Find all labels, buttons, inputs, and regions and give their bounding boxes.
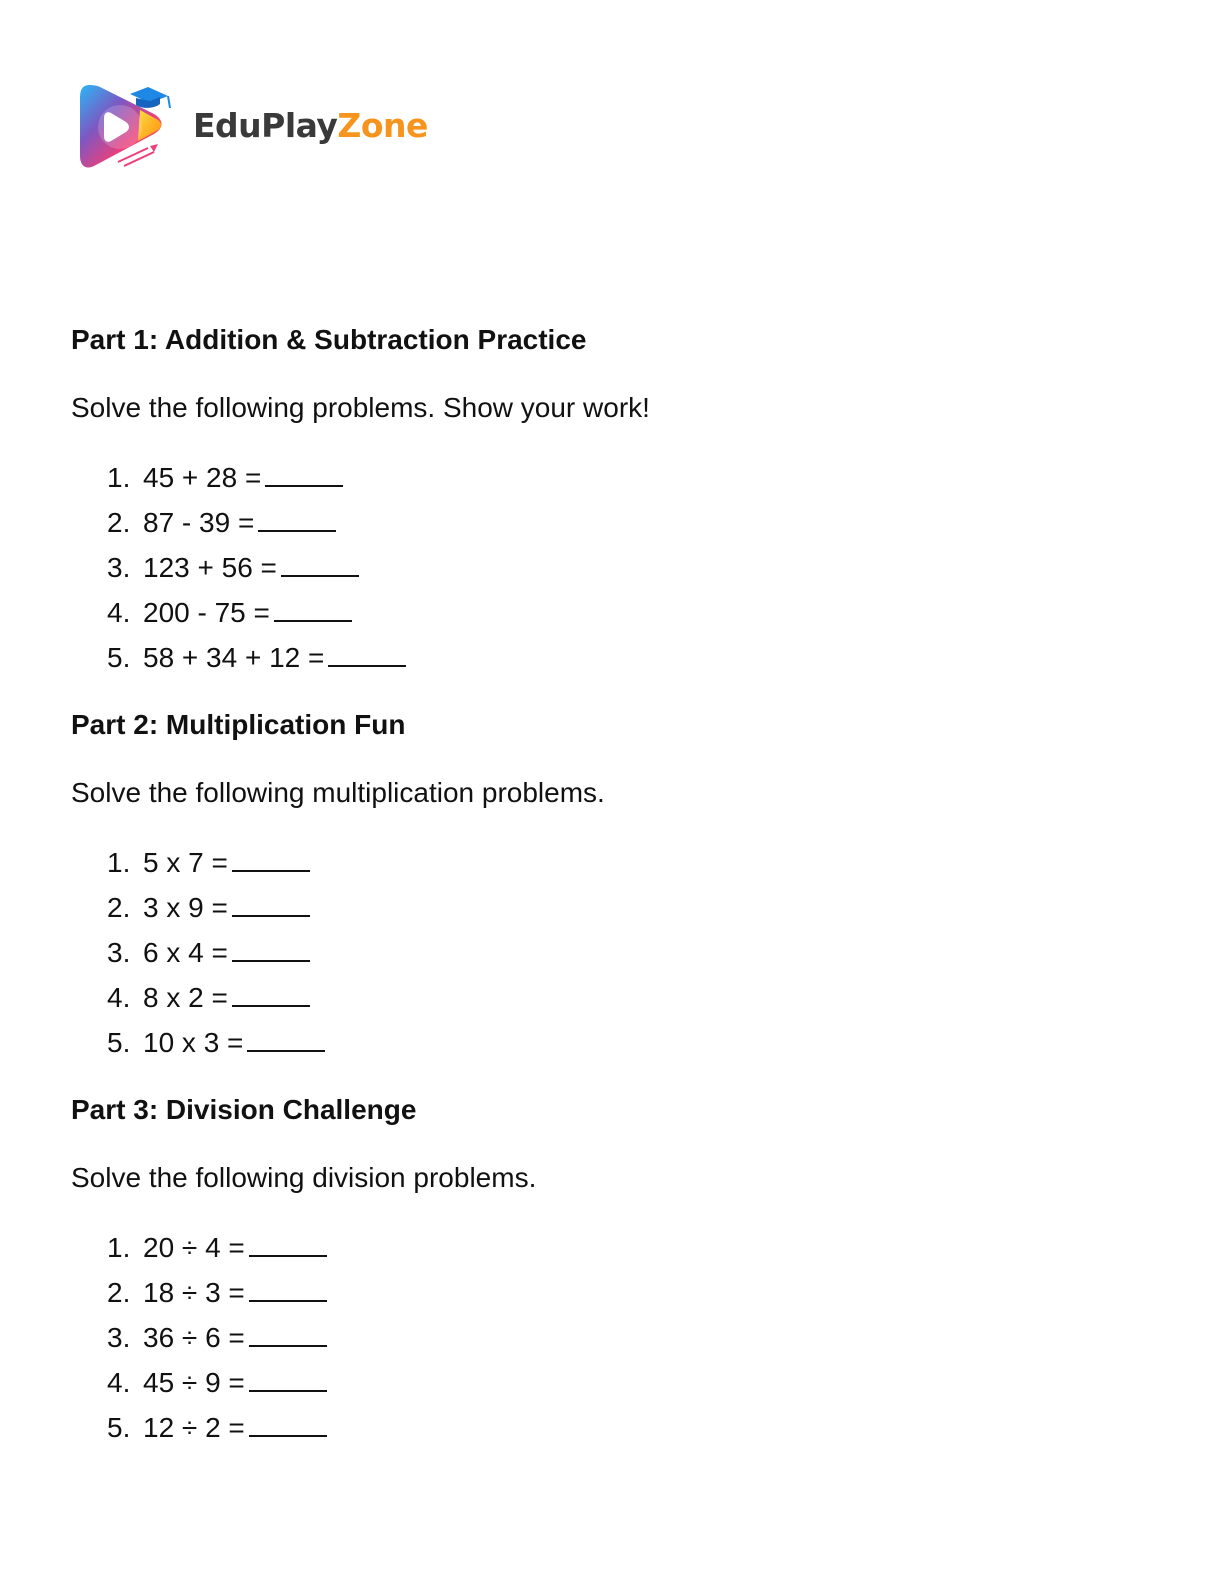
problem-number: 4. <box>107 982 131 1013</box>
problem-text: 10 x 3 = <box>143 1027 244 1058</box>
problem-text: 20 ÷ 4 = <box>143 1232 245 1263</box>
brand-name-part1: EduPlay <box>193 106 338 145</box>
problem-number: 3. <box>107 937 131 968</box>
problem-text: 87 - 39 = <box>143 507 255 538</box>
problem-number: 4. <box>107 597 131 628</box>
problem-item <box>107 1364 1151 1409</box>
section-division <box>71 1093 1151 1454</box>
problem-list <box>71 844 1151 1069</box>
problem-number: 5. <box>107 1412 131 1443</box>
problem-list <box>71 1229 1151 1454</box>
play-graduation-cap-logo-icon <box>78 82 178 172</box>
problem-number: 4. <box>107 1367 131 1398</box>
brand-logo <box>78 82 458 172</box>
answer-blank[interactable] <box>249 1229 327 1257</box>
section-instructions: Solve the following division problems. <box>71 1162 537 1193</box>
problem-item <box>107 1409 1151 1454</box>
problem-item <box>107 504 1151 549</box>
problem-number: 5. <box>107 642 131 673</box>
problem-item <box>107 844 1151 889</box>
problem-number: 5. <box>107 1027 131 1058</box>
section-instructions: Solve the following problems. Show your work! <box>71 392 650 423</box>
problem-number: 1. <box>107 847 131 878</box>
problem-text: 3 x 9 = <box>143 892 228 923</box>
answer-blank[interactable] <box>232 979 310 1007</box>
problem-item <box>107 889 1151 934</box>
section-title: Part 1: Addition & Subtraction Practice <box>71 324 587 355</box>
problem-text: 200 - 75 = <box>143 597 270 628</box>
brand-name-part2: Zone <box>337 106 428 145</box>
problem-text: 18 ÷ 3 = <box>143 1277 245 1308</box>
problem-item <box>107 979 1151 1024</box>
section-title: Part 3: Division Challenge <box>71 1094 417 1125</box>
problem-text: 5 x 7 = <box>143 847 228 878</box>
problem-item <box>107 1024 1151 1069</box>
problem-text: 58 + 34 + 12 = <box>143 642 325 673</box>
answer-blank[interactable] <box>232 844 310 872</box>
problem-text: 123 + 56 = <box>143 552 277 583</box>
problem-item <box>107 1274 1151 1319</box>
problem-number: 2. <box>107 1277 131 1308</box>
answer-blank[interactable] <box>258 504 336 532</box>
answer-blank[interactable] <box>249 1364 327 1392</box>
answer-blank[interactable] <box>249 1409 327 1437</box>
answer-blank[interactable] <box>249 1319 327 1347</box>
problem-list <box>71 459 1151 684</box>
section-addition-subtraction <box>71 323 1151 684</box>
problem-item <box>107 549 1151 594</box>
answer-blank[interactable] <box>265 459 343 487</box>
problem-text: 36 ÷ 6 = <box>143 1322 245 1353</box>
brand-name <box>193 102 428 150</box>
answer-blank[interactable] <box>247 1024 325 1052</box>
section-title: Part 2: Multiplication Fun <box>71 709 406 740</box>
problem-number: 1. <box>107 462 131 493</box>
answer-blank[interactable] <box>232 934 310 962</box>
problem-text: 8 x 2 = <box>143 982 228 1013</box>
problem-text: 45 ÷ 9 = <box>143 1367 245 1398</box>
problem-text: 45 + 28 = <box>143 462 262 493</box>
answer-blank[interactable] <box>249 1274 327 1302</box>
answer-blank[interactable] <box>232 889 310 917</box>
problem-number: 2. <box>107 892 131 923</box>
problem-number: 1. <box>107 1232 131 1263</box>
problem-item <box>107 639 1151 684</box>
problem-item <box>107 594 1151 639</box>
section-instructions: Solve the following multiplication problems. <box>71 777 605 808</box>
problem-text: 12 ÷ 2 = <box>143 1412 245 1443</box>
problem-item <box>107 934 1151 979</box>
answer-blank[interactable] <box>274 594 352 622</box>
problem-number: 3. <box>107 1322 131 1353</box>
problem-text: 6 x 4 = <box>143 937 228 968</box>
problem-number: 3. <box>107 552 131 583</box>
answer-blank[interactable] <box>281 549 359 577</box>
problem-number: 2. <box>107 507 131 538</box>
problem-item <box>107 1229 1151 1274</box>
answer-blank[interactable] <box>328 639 406 667</box>
section-multiplication <box>71 708 1151 1069</box>
problem-item <box>107 1319 1151 1364</box>
problem-item <box>107 459 1151 504</box>
